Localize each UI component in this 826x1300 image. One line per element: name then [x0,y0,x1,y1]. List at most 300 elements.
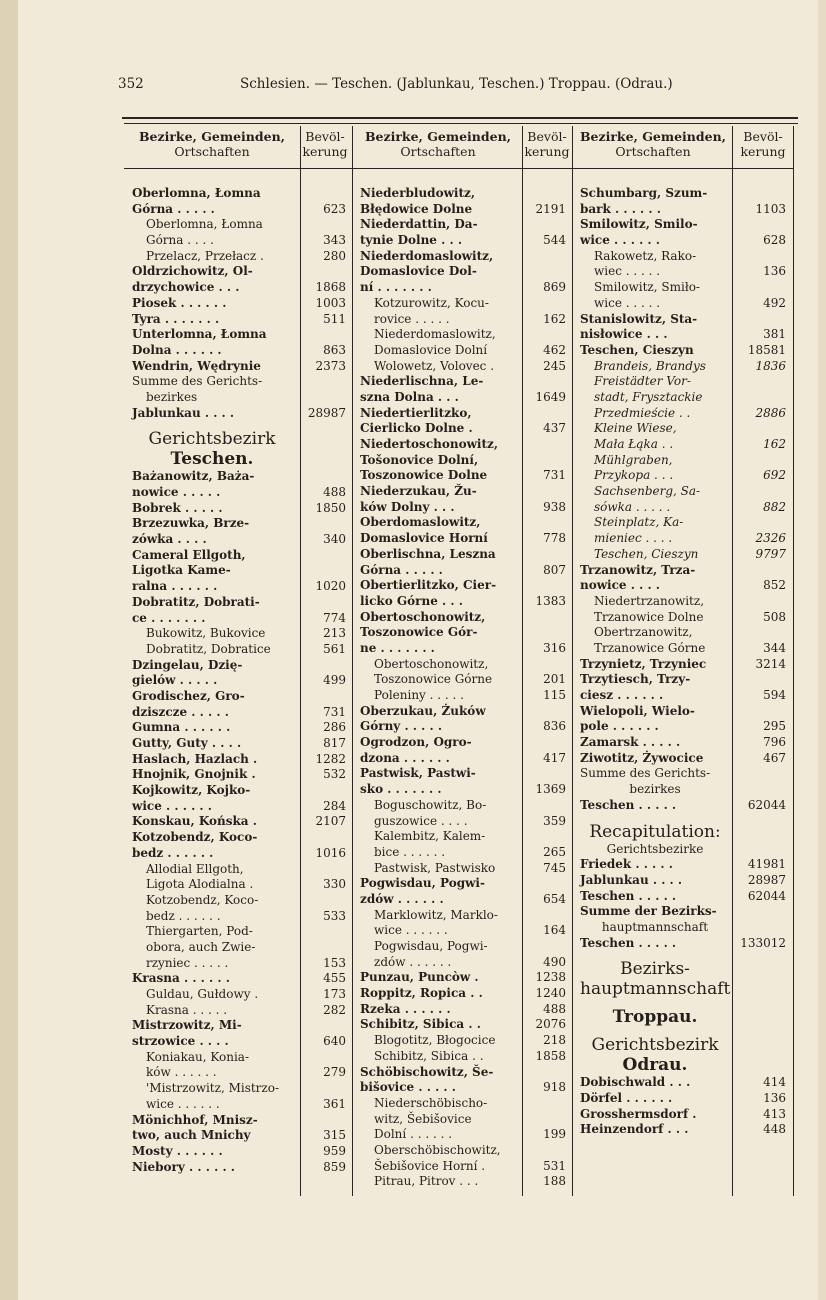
running-head [118,76,798,96]
table-row [580,500,790,516]
table-row [132,626,350,642]
table-row [580,959,790,979]
table-row [360,296,570,312]
place-name: Rzeka . . . . . . [360,1001,451,1016]
table-row [360,578,570,594]
place-name: Niederschöbischo- [374,1095,488,1110]
table-row [360,1049,570,1065]
place-name: hauptmannschaft [601,919,709,934]
population-value: 340 [323,532,346,547]
table-row [132,1097,350,1113]
population-value: 2191 [535,201,566,216]
table-row [132,689,350,705]
place-name: Niedertierlitzko, [360,405,472,420]
population-value: 544 [543,233,566,248]
population-value: 1238 [535,970,566,985]
table-row [580,610,790,626]
table-row [580,1122,790,1138]
column-rule [793,126,794,1196]
table-row [360,610,570,626]
population-table [124,126,794,1196]
place-name: Guldau, Gułdowy . [146,987,259,1001]
population-value: 279 [323,1065,346,1080]
table-row [132,1160,350,1176]
place-name: Odrau. [622,1055,688,1076]
population-value: 316 [543,640,566,655]
table-row [360,1127,570,1143]
table-row [360,641,570,657]
table-row [132,516,350,532]
place-name: Krasna . . . . . [146,1002,228,1017]
population-value: 2886 [755,405,786,420]
table-row [132,1128,350,1144]
table-row [360,1112,570,1128]
place-name: Cierlicko Dolne . [360,421,473,436]
place-name: Wielopoli, Wielo- [580,703,695,718]
place-name: Ogrodzon, Ogro- [360,735,472,750]
table-row [132,406,350,422]
population-value: 731 [543,468,566,483]
place-name: strzowice . . . . [132,1034,229,1049]
place-name: Trzynietz, Trzyniec [580,656,707,671]
table-row [360,327,570,343]
place-name: Krasna . . . . . . [132,971,230,986]
table-row [360,1002,570,1018]
table-row [360,751,570,767]
place-name: ków . . . . . . [146,1065,217,1080]
table-row [132,924,350,940]
place-name: wice . . . . . . [146,1096,220,1111]
place-name: Obertrzanowitz, [594,625,693,640]
place-name: Przedmieście . . [594,405,691,420]
population-value: 745 [543,860,566,875]
table-row [132,940,350,956]
population-value: 499 [323,673,346,688]
table-row [360,1017,570,1033]
population-value: 918 [543,1080,566,1095]
table-row [132,374,350,390]
place-name: Schibitz, Sibica . . [360,1017,481,1032]
table-row [580,979,790,999]
place-name: wiec . . . . . [594,264,661,279]
place-name: Pastwisk, Pastwisko [374,860,496,875]
place-name: wice . . . . . . [132,798,212,813]
table-row [580,217,790,233]
place-name: bezirkes [629,782,681,797]
table-row [132,705,350,721]
place-name: Gerichtsbezirk [591,1035,719,1056]
place-name: Ligota Alodialna . [146,877,254,892]
place-name: Allodial Ellgoth, [146,861,244,876]
population-value: 164 [543,923,566,938]
table-row [360,735,570,751]
table-row [360,186,570,202]
table-row [360,264,570,280]
table-row [360,312,570,328]
top-rule-thin [124,123,798,124]
population-value: 315 [323,1128,346,1143]
table-row [132,673,350,689]
population-value: 2076 [535,1017,566,1032]
population-value: 731 [323,704,346,719]
table-row [360,814,570,830]
population-value: 938 [543,499,566,514]
population-value: 532 [323,767,346,782]
population-value: 628 [763,233,786,248]
table-row [360,547,570,563]
place-name: Sachsenberg, Sa- [594,484,701,499]
place-name: hauptmannschaft [580,979,731,1000]
place-name: Dobischwald . . . [580,1075,691,1090]
place-name: Górna . . . . [146,233,214,248]
population-value: 343 [323,233,346,248]
table-row [132,312,350,328]
place-name: Niederzukau, Žu- [360,484,477,499]
table-row [360,406,570,422]
place-name: zdów . . . . . . [360,891,444,906]
place-name: Niederdattin, Da- [360,217,478,232]
table-row [580,359,790,375]
table-row [360,1096,570,1112]
place-name: Dolna . . . . . . [132,342,222,357]
table-row [360,515,570,531]
place-name: Oberdomaslowitz, [360,515,481,530]
place-name: Tošonovice Dolní, [360,452,479,467]
table-row [360,594,570,610]
population-value: 173 [323,987,346,1001]
place-name: Troppau. [612,1007,698,1028]
population-value: 1016 [315,845,346,860]
table-row [580,625,790,641]
place-name: Górny . . . . . [360,719,443,734]
table-row [132,971,350,987]
table-row [580,327,790,343]
header-pop-line2: kerung [302,144,348,159]
population-value: 62044 [747,888,786,903]
table-row [580,719,790,735]
page-binding-edge [0,0,18,1300]
place-name: Marklowitz, Marklo- [374,907,498,922]
place-name: Niederdomaslowitz, [360,248,494,263]
table-row [360,217,570,233]
table-row [132,987,350,1003]
place-name: Schöbischowitz, Še- [360,1064,494,1079]
table-row [580,889,790,905]
population-value: 2107 [315,814,346,829]
table-row [580,594,790,610]
place-name: Grodischez, Gro- [132,688,245,703]
header-pop-2 [522,129,572,159]
header-name-sub: Ortschaften [615,144,691,159]
population-value: 869 [543,280,566,295]
place-name: Niedertrzanowitz, [594,593,705,608]
place-name: Friedek . . . . . [580,857,673,872]
table-row [580,920,790,936]
column-rule [572,126,573,1196]
table-row [132,595,350,611]
table-row [132,956,350,972]
place-name: Górna . . . . . [360,562,443,577]
place-name: Kojkowitz, Kojko- [132,783,251,798]
table-row [580,999,790,1007]
population-value: 817 [323,736,346,750]
population-value: 115 [543,688,566,702]
population-value: 1850 [315,500,346,515]
table-row [360,500,570,516]
table-row [580,842,790,858]
place-name: Pogwisdau, Pogwi- [374,939,488,953]
table-row [360,657,570,673]
population-value: 1868 [315,280,346,295]
population-value: 286 [323,720,346,735]
place-name: Domaslovice Dol- [360,264,477,279]
place-name: bedz . . . . . . [132,845,214,860]
place-name: gielów . . . . . [132,673,218,688]
place-name: tynie Dolne . . . [360,233,463,248]
population-value: 508 [763,609,786,624]
population-value: 62044 [747,797,786,812]
place-name: Wendrin, Wędrynie [132,358,261,373]
place-name: witz, Šebišovice [374,1111,472,1126]
table-row [132,877,350,893]
table-row [132,909,350,925]
table-row [580,202,790,218]
place-name: Toszonowice Górne [374,672,493,687]
population-value: 1240 [535,986,566,1001]
population-value: 213 [323,626,346,641]
place-name: guszowice . . . . [374,813,468,828]
place-name: dzona . . . . . . [360,750,450,765]
place-name: ciesz . . . . . . [580,688,664,702]
place-name: Schibitz, Sibica . . [374,1048,484,1063]
table-row [580,374,790,390]
place-name: Dörfel . . . . . . [580,1091,673,1105]
place-name: Konskau, Końska . [132,814,257,829]
place-name: Gerichtsbezirk [148,429,276,450]
place-name: Stanislowitz, Sta- [580,311,698,326]
table-row [132,658,350,674]
table-row [580,1055,790,1075]
place-name: Blogotitz, Błogocice [374,1033,496,1048]
place-name: Haslach, Hazlach . [132,751,258,766]
table-row [580,531,790,547]
table-row [360,468,570,484]
place-name: Summe des Gerichts- [580,766,711,781]
population-value: 437 [543,421,566,436]
place-name: sówka . . . . . [594,499,671,514]
header-pop-1 [300,129,350,159]
table-row [580,814,790,822]
table-row [360,970,570,986]
place-name: Górna . . . . . [132,201,215,216]
place-name: Przykopa . . . [594,468,674,483]
place-name: Trzanowitz, Trza- [580,562,696,577]
place-name: ce . . . . . . . [132,610,206,625]
place-name: Recapitulation: [589,821,721,842]
population-value: 136 [763,1091,786,1105]
place-name: Pogwisdau, Pogwi- [360,876,485,891]
table-row [132,264,350,280]
place-name: Teschen . . . . . [580,935,677,950]
table-row [580,735,790,751]
place-name: dziszcze . . . . . [132,704,229,719]
table-row [132,862,350,878]
place-name: Koniakau, Konia- [146,1049,250,1064]
place-name: Niederbludowitz, [360,186,476,200]
place-name: Thiergarten, Pod- [146,924,253,939]
population-value: 280 [323,248,346,263]
table-row [360,1065,570,1081]
population-value: 413 [763,1106,786,1121]
header-name-sub: Ortschaften [174,144,250,159]
page-right-edge [818,0,826,1300]
header-pop-3 [732,129,794,159]
population-value: 136 [763,264,786,279]
table-row [580,798,790,814]
header-name-title: Bezirke, Gemeinden, [364,129,512,144]
population-value: 245 [543,358,566,373]
table-row [580,857,790,873]
table-row [132,501,350,517]
table-row [132,249,350,265]
population-value: 511 [323,311,346,326]
population-value: 448 [763,1122,786,1137]
population-value: 28987 [307,405,346,420]
population-value: 381 [763,327,786,342]
table-row [580,1091,790,1107]
place-name: Cameral Ellgoth, [132,547,246,562]
place-name: Brandeis, Brandys [594,358,706,373]
table-row [132,296,350,312]
place-name: drzychowice . . . [132,280,240,295]
table-row [132,233,350,249]
table-row [580,578,790,594]
table-row [360,437,570,453]
table-row [580,515,790,531]
table-row [580,421,790,437]
table-row [360,1080,570,1096]
place-name: Summe des Gerichts- [132,374,263,389]
population-value: 852 [763,578,786,593]
table-row [132,202,350,218]
table-row [132,563,350,579]
table-row [132,327,350,343]
population-value: 836 [543,719,566,734]
table-row [360,625,570,641]
place-name: bark . . . . . . [580,201,661,216]
place-name: Piosek . . . . . . [132,295,227,310]
place-name: Bobrek . . . . . [132,500,223,515]
population-value: 162 [543,311,566,326]
population-value: 640 [323,1034,346,1049]
place-name: Grosshermsdorf . [580,1106,697,1121]
population-value: 594 [763,688,786,702]
population-value: 265 [543,844,566,859]
place-name: ní . . . . . . . [360,280,432,295]
table-row [360,563,570,579]
table-row [132,359,350,375]
table-row [360,202,570,218]
population-value: 359 [543,813,566,828]
table-row [360,249,570,265]
population-value: 623 [323,201,346,216]
table-row [132,1018,350,1034]
place-name: szna Dolna . . . [360,389,459,404]
table-row [132,767,350,783]
place-name: Bażanowitz, Baża- [132,469,255,484]
population-value: 2326 [755,531,786,546]
table-row [360,766,570,782]
population-value: 492 [763,295,786,310]
place-name: Teschen . . . . . [580,797,677,812]
table-row [132,1113,350,1129]
table-row [360,955,570,971]
place-name: Dolní . . . . . . [374,1127,453,1142]
header-pop-line2: kerung [524,144,570,159]
place-name: Smilowitz, Smiło- [594,280,700,295]
place-name: pole . . . . . . [580,719,659,734]
table-row [132,532,350,548]
table-row [360,233,570,249]
place-name: Jablunkau . . . . [132,405,235,420]
place-name: Mistrzowitz, Mi- [132,1018,242,1033]
population-value: 1649 [535,389,566,404]
place-name: Dzingelau, Dzię- [132,657,243,672]
table-row [132,280,350,296]
table-row [580,547,790,563]
table-row [580,563,790,579]
header-pop-line1: Bevöl- [527,129,567,144]
table-row [132,1081,350,1097]
table-row [580,1035,790,1055]
place-name: zdów . . . . . . [374,954,452,969]
place-name: Dobratitz, Dobratice [146,641,271,656]
place-name: Trzanowice Górne [594,640,706,655]
population-value: 807 [543,562,566,577]
place-name: Tyra . . . . . . . [132,311,220,326]
population-value: 201 [543,672,566,687]
place-name: sko . . . . . . . [360,782,442,797]
population-value: 199 [543,1127,566,1142]
place-name: rovice . . . . . [374,311,450,326]
place-name: Kotzurowitz, Kocu- [374,295,489,310]
place-name: Dobratitz, Dobrati- [132,594,260,609]
table-row [360,453,570,469]
population-value: 467 [763,750,786,765]
table-row [132,390,350,406]
place-name: Domaslovice Dolní [374,342,488,357]
population-value: 28987 [747,872,786,887]
table-row [132,783,350,799]
place-name: 'Mistrzowitz, Mistrzo- [146,1081,280,1096]
place-name: Wolowetz, Volovec . [374,358,495,373]
place-name: Teschen, Cieszyn [594,546,699,561]
place-name: Jablunkau . . . . [580,872,683,887]
table-row [132,421,350,429]
place-name: Przelacz, Przełacz . [146,248,264,263]
population-value: 1282 [315,751,346,766]
population-value: 488 [543,1001,566,1016]
population-value: 162 [763,437,786,451]
place-name: Niebory . . . . . . [132,1159,235,1174]
table-row [360,829,570,845]
population-value: 1369 [535,782,566,797]
header-name-sub: Ortschaften [400,144,476,159]
place-name: Teschen, Cieszyn [580,342,694,357]
table-row [360,1159,570,1175]
table-row [360,280,570,296]
table-row [132,217,350,233]
